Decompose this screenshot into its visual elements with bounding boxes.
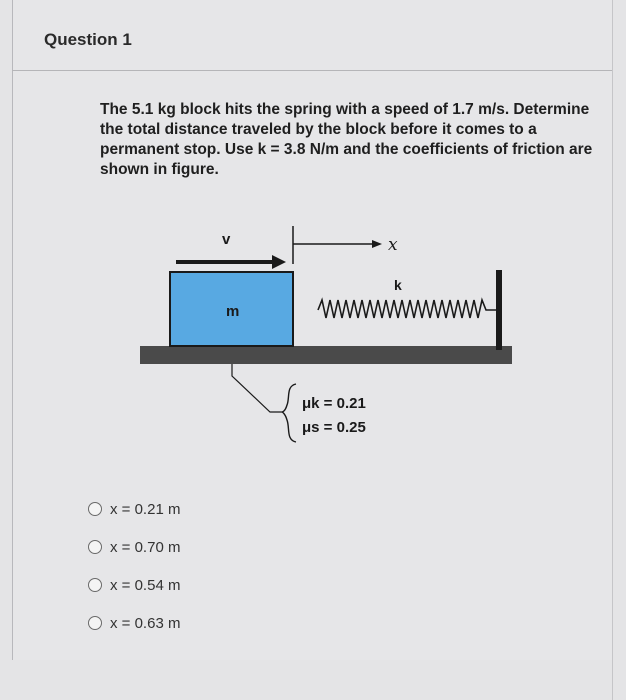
question-title: Question 1 — [44, 30, 132, 49]
radio-button[interactable] — [88, 578, 102, 592]
velocity-label: v — [222, 231, 231, 248]
radio-button[interactable] — [88, 502, 102, 516]
answer-option-4[interactable] — [88, 604, 180, 642]
answer-option-2[interactable] — [88, 528, 180, 566]
floor — [140, 346, 512, 364]
spring — [318, 300, 496, 318]
kinetic-friction-label: μk = 0.21 — [302, 395, 366, 412]
answer-options — [88, 490, 180, 642]
question-prompt: The 5.1 kg block hits the spring with a speed of 1.7 m/s. Determine the total distance traveled by the block before it comes to a permanent stop. Use k = 3.8 N/m and the coefficients of friction are shown in figure. — [100, 101, 593, 178]
friction-brace — [282, 384, 296, 442]
radio-button[interactable] — [88, 616, 102, 630]
answer-option-3[interactable] — [88, 566, 180, 604]
static-friction-label: μs = 0.25 — [302, 419, 366, 436]
velocity-arrowhead — [272, 255, 286, 269]
spring-label: k — [394, 277, 402, 293]
option-label: x = 0.21 m — [110, 500, 181, 518]
friction-leader-line — [232, 364, 282, 412]
answer-option-1[interactable] — [88, 490, 180, 528]
wall — [496, 270, 502, 350]
option-label: x = 0.54 m — [110, 576, 181, 594]
mass-label: m — [226, 303, 240, 320]
radio-button[interactable] — [88, 540, 102, 554]
x-axis-arrowhead — [372, 240, 382, 248]
position-label: x — [388, 235, 398, 255]
option-label: x = 0.70 m — [110, 538, 181, 556]
option-label: x = 0.63 m — [110, 614, 181, 632]
